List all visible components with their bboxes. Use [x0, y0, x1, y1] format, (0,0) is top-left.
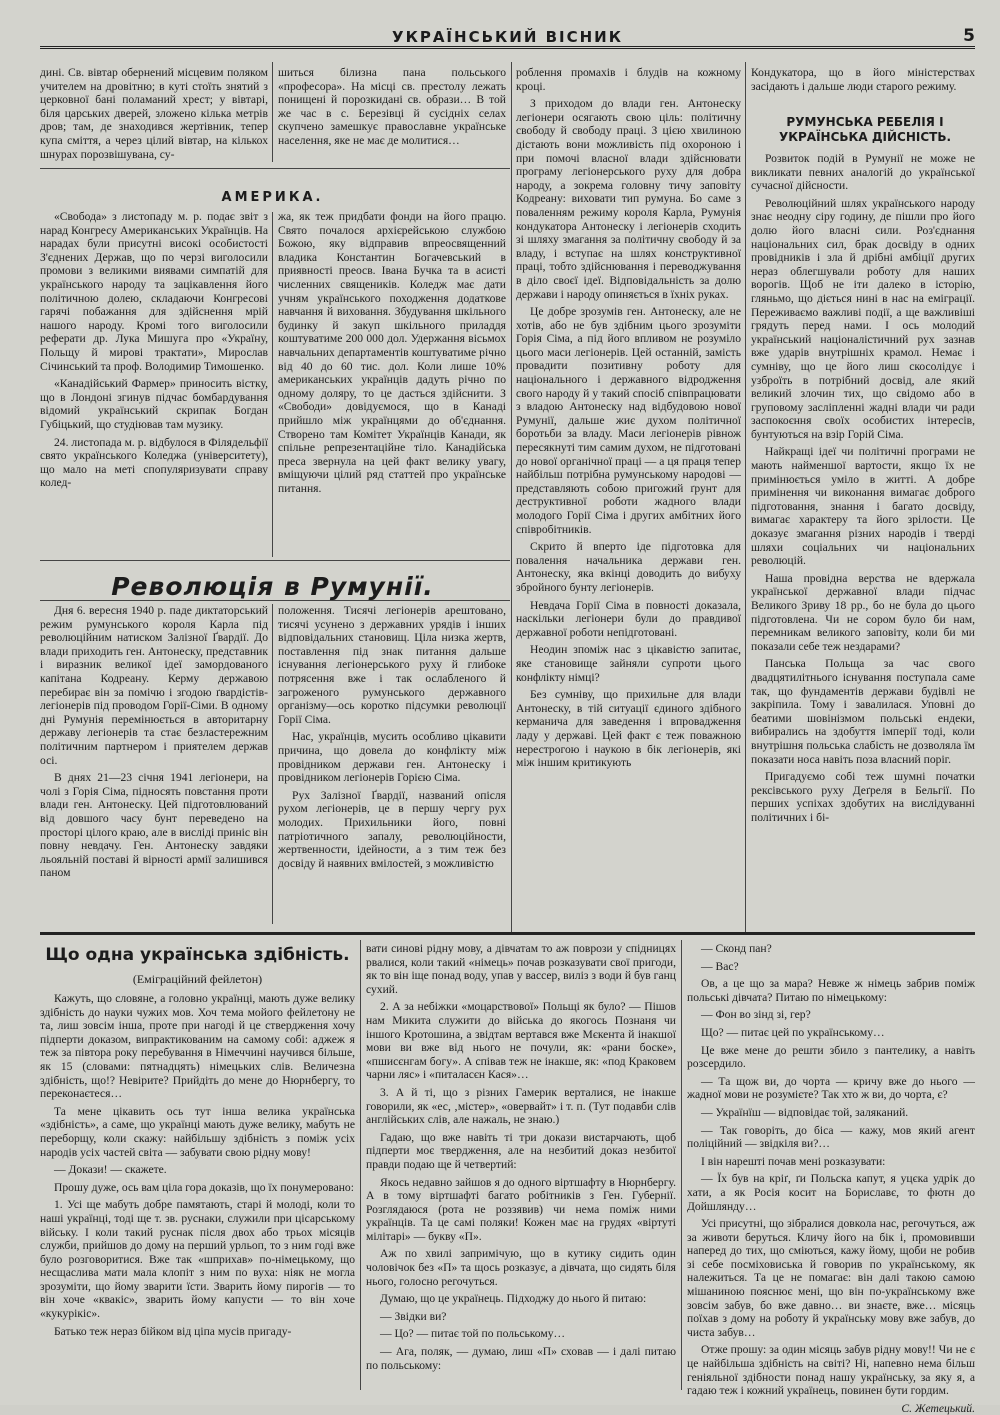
column-rule	[511, 62, 512, 932]
america-heading: АМЕРИКА.	[221, 190, 324, 205]
revolution-col-2: положення. Тисячі легіонерів арештовано, тисячі усунено з державних урядів і інших відповідальних становищ. Ціла низка жертв, поставлення під знак питання дальше існування легіонерського руху й глибоке потрясення вже і так ослабленого й загроженого румунського державного організму—ось коротко підсумки революції Горії Сіма. Нас, українців, мусить особливо цікавити причина, що довела до конфлікту між провідником держави ген. Антонеску і провідником легіонерів Горією Сіма. Рух Залізної Ґвардії, названий опісля рухом легіонерів, це в першу чергу рух молодих. Прихильники його, повні патріотичного запалу, революційности, жертвенности, ідейности, а з тим теж без досвіду й наявних вмілостей, з можливістю	[278, 604, 506, 870]
feuilleton-heading: Що одна українська здібність.	[45, 945, 350, 965]
column-rule	[745, 62, 746, 932]
top-col-3: роблення промахів і блудів на кожному кроці. З приходом до влади ген. Антонеску легіонери осягають свою ціль: політичну свободу й свободу праці. З цією хвилиною дістають вони можливість під охороною і при помочі власної влади здійснювати програму легіонерського руху для добра народу, а зокрема головну тичу заповіту Кодреану: виховати тип румуна. Бо саме з поваленням режиму короля Карла, Румунія кондукатора Антонеску і легіонерів сходить зі шляху змагання за політичну свободу й за владу, і вступає на шлях конструктивної праці, тобто здійснювання і переводжування в діло своєї ідеї. Відповідальність за долю держави і народу опиняється в їхніх руках. Це добре зрозумів ген. Антонеску, але не хотів, або не був здібним цього зрозуміти Горія Сіма, а під його впливом не розуміло цього маси легіонерів. Цей останній, замість провадити позитивну роботу для національного і державного відродження свого народу й у такий спосіб співпрацювати з владою Антонеску над відбудовою нової Румунії, дальше жиє духом політичної боротьби за владу. Маси легіонерів рівнож пересякнуті тим самим духом, не підготовані до нової органічної праці — а ця праця тепер найбільш потрібна румунському народові — представляють собою пригожий ґрунт для деструктивної роботи жадного влади молодого Горії Сіма і других амбітних його співробітників. Скрито й вперто іде підготовка для повалення начальника держави ген. Антонеску, яка вкінці доводить до вибуху збройного бунту легіонерів. Невдача Горії Сіма в повності доказала, наскільки легіонери були до правдивої державної роботи непідготовані. Неодин зпоміж нас з цікавістю запитає, яке становище зайняли супроти цього конфлікту німці? Без сумніву, що прихильне для влади Антонеску, в тій ситуації єдиного здібного керманича для заведення і впровадження ладу у державі. Цей факт є теж поважною нерестрогою і наукою в бік легіонерів, які між іншим критикують	[516, 66, 741, 770]
feuilleton-subtitle: (Еміграційний фейлетон)	[132, 972, 263, 986]
feuilleton-col-3: — Сконд пан? — Вас? Ов, а це що за мара? Невже ж німець забрив поміж польські дівчата? Питаю по німецькому: — Фон во зінд зі, гер? Що? — питає цей по українському… Це вже мене до решти збило з пантелику, а навіть розсердило. — Та щож ви, до чорта — кричу вже до нього — жадної мови не розумієте? Так хто ж ви, до чорта, є? — Українїш — відповідає той, заляканий. — Так говоріть, до біса — кажу, мов який агент поліційний — звідкіля ви?… І він нарешті почав мені розказувати: — Їх був на кріґ, ґи Польска капут, я уцєка удрік до хати, а як Росія косит на Бориславє, то фютн до Дойшлянду… Усі присутні, що зібралися довкола нас, регочуться, аж за животи беруться. Кличу його на бік і, промовивши наперед до тих, що сміються, кажу йому, щоби не робив зі себе посміховиська й говорив по українському, як належиться. Та це не помагає: він далі такою самою мішаниною пояснює мені, що він по-українському вже зовсім забув, бо вже давно… ви знаєте, вже… місяць поїхав з дому на роботу й українську мову вже забув, до чиста забув… Отже прошу: за один місяць забув рідну мову!! Чи не є це найбільша здібність на світі? Ні, напевно нема більш геніяльної здібности понад нашу українську, за яку я, а гадаю теж і кожний українець, повинен бути гордим. С. Жетецький.	[687, 942, 975, 1415]
column-rule	[360, 940, 361, 1390]
feuilleton-rule	[40, 932, 975, 935]
revolution-heading: Революція в Румунії.	[111, 572, 434, 601]
top-col-4-start: Кондукатора, що в його міністерствах засідають і дальше люди старого режиму.	[751, 66, 975, 93]
america-col-1: «Свобода» з листопаду м. р. подає звіт з нарад Конгресу Американських Українців. На нарадах були присутні високі особистості З'єднених Держав, що по черзі виголосили промови з великими виявами симпатій для українського народу та зацікавлення його політичною долею, складаючи Конгресові гарячі побажання для здійснення мрій нашого народу. Кромі того виголосили реферати др. Лука Мишуга про «Україну, Польщу й мирові трактати», Мирослав Січинський та проф. Володимир Тимошенко. «Канадійський Фармер» приносить вістку, що в Лондоні згинув підчас бомбардування відомий український скрипак Богдан Губіцький, що студіював там музику. 24. листопада м. р. відбулося в Філядельфії свято українського Коледжа (університету), що мало на меті спопуляризувати справу колед-	[40, 210, 268, 490]
section-rule	[40, 168, 510, 169]
top-col-4: Розвиток подій в Румунії не може не викликати певних аналогій до української сучасної дійсности. Революційний шлях українського народу знає неодну сіру годину, де пішли про його долю його власні сили. Роз'єднання національних сил, брак досвіду в одних провідників і зла й дрібні амбіції других нераз облегшували роботу для наших ворогів. Щоб не іти далеко в історію, гляньмо, що діється нині в нас на еміграції. Переживаємо важливі події, а ще важливіші грядуть перед нами. І ось молодий український націоналістичний рух зазнав вже ударів внутрішніх крамол. Немає і сумніву, що це його лиш скосолідує і узброїть в потрібний досвід, але який великий злочин тих, що свідомо або в груповому засліпленні жадні влади чи ради заспокоєння своїх особистих інтересів, бунтуються на взір Горій Сіма. Найкращі ідеї чи політичні програми не мають найменшої вартости, якщо їх не примінюється уміло в житті. А добре примінення чи виконання вимагає доброго підготовання, знання і багато досвіду, вимагає характеру та його зрілости. Це доказує змагання різних народів і тверді шляхи соціальних чи національних революцій. Наша провідна верства не вдержала української державної влади підчас Великого Зриву 18 рр., бо не була до цього підготовлена. Чи не сором було би нам, перемникам великого заповіту, коли би ми показали себе теж нездарами? Панська Польща за час свого двадцятилітнього існування поступала саме так, що фундаментів держави будівлі не закріпила. Тому і завалилася. Уповні до беатими шовінізмом польські ендеки, вибирались на здобуття імперії тоді, коли внутрішня польська слабість не дозволяла їм показати носа навіть поза власний поріг. Пригадуємо собі теж шумні початки рексівського руху Деґреля в Бельгії. По перших успіхах здобутих на вислідуванні політичних і бі-	[751, 152, 975, 824]
column-rule	[681, 940, 682, 1390]
feuilleton-col-2: вати синові рідну мову, а дівчатам то аж поврози у спідницях рвалися, коли такий «німець» почав розказувати свої пригоди, як то він іще понад воду, упав у вассер, виліз з води й був ганц сухий. 2. А за небіжки «моцарствової» Польщі як було? — Пішов нам Микита служити до війська до якогось Познаня чи іншого Кротошина, а звідтам вертався вже Мєкента й інакшої мови ви вже від нього не почули, як: «рани боске», «пшисєнгам богу». А співав теж не інакше, як: «под Краковем чарни ляс» і «питаласєн Кася»… 3. А й ті, що з різних Гамерик верталися, не інакше говорили, як «ес, ‚містер», «овервайт» і т. п. (Тут подавби слів англійських слів, але нажаль, не знаю.) Гадаю, що вже навіть ті три докази вистарчають, щоб підперти моє твердження, але на незбитий доказ незбитої правди подаю ще й четвертий: Якось недавно зайшов я до одного віртшафту в Нюрнбергу. А в тому віртшафті багато робітників з Ген. Губернії. Розглядаюся (рота не роззявив) чи нема поміж ними українців. Та це самі поляки! Кожен має на грудях «віртуті мілітарі» — букву «П». Аж по хвилі запримічую, що в кутику сидить один чоловічок без «П» та щось розказує, а дівчата, що сидять біля нього, голосно регочуться. Думаю, що це українець. Підходжу до нього й питаю: — Звідки ви? — Цо? — питає той по польському… — Ага, поляк, — думаю, лиш «П» сховав — і далі питаю по польському:	[366, 942, 676, 1372]
page-header	[40, 28, 975, 46]
page-number: 5	[963, 26, 975, 46]
america-col-2: жа, як теж придбати фонди на його працю. Свято почалося архієрейською службою Божою, яку відправив впреосвященний владика Константин Богачевський в приявності преосв. Івана Бучка та в асисті численних священиків. Коледж має дати учням українського походження додаткове навчання й виховання. Збудування шкільного будинку й закуп шкільного приладдя коштуватиме 200 000 дол. Удержання вісьмох навчальних департаментів коштуватиме річно від 40 до 60 тис. дол. Коли лише 10% американських українців дадуть річно по одному доляру, то це дасться здійснити. З «Свободи» довідуємося, що в Канаді прийшло між українцями до об'єднання. Створено там Комітет Українців Канади, як спільне репрезентаційне тіло. Канадійська преса звернула на цей факт велику увагу, вміщуючи цілий ряд статтей про українське питання.	[278, 210, 506, 495]
header-rule	[40, 46, 975, 49]
column-rule	[272, 212, 273, 557]
section-rule	[40, 600, 510, 601]
romanian-rebellion-heading: РУМУНСЬКА РЕБЕЛІЯ І УКРАЇНСЬКА ДІЙСНІСТЬ.	[778, 115, 952, 144]
section-rule	[40, 560, 510, 561]
column-rule	[272, 604, 273, 924]
feuilleton-col-1: Кажуть, що словяне, а головно українці, мають дуже велику здібність до науки чужих мов. Хоч тема мойого фейлетону не та, лиш зовсім інша, проте при нагоді й це ствердження хочу підперти доказом, випрактикованим на самому собі: аджеж я теж за півтора року перебування в Німеччині научився більше, як 15 (словами: пятнадцять) німецьких слів. Величезна здібність, що!? Невірите? Прийдіть до мене до Нюрнбергу, то переконаєтеся… Та мене цікавить ось тут інша велика українська «здібність», а саме, що українці мають дуже велику, мабуть не переборщу, коли скажу: найбільшу здібність з поміж усіх народів усіх частей світа — забувати свою рідну мову! — Докази! — скажете. Прошу дуже, ось вам ціла гора доказів, що їх понумеровано: 1. Усі ще мабуть добре памятають, старі й молоді, коли то наші українці, тоді ще т. зв. руснаки, служили при цісарському війську. І коли такий руснак після двох або трьох місяців служби, прийшов до дому на перший урльоп, то з ним годі вже було розговоритися. Вже так «шприхав» по-німецькому, що несщаслива мати мала клопіт з ним по вуха: ніяк не могла зрозуміти, що йому зварити їсти. Зварить йому пирогів — то він хоче «квакіс», зварить йому капусти — то він хоче «кукурікіс». Батько теж нераз бійком від ціпа мусів пригаду-	[40, 992, 355, 1338]
top-col-2: шиться білизна пана польського «професора». На місці св. престолу лежать понищені й порозкидані св. образи… В той же час в с. Березівці й сусідніх селах скупчено замешкує православне українське населення, яке не має де молитися…	[278, 66, 506, 147]
column-rule	[272, 62, 273, 162]
signature: С. Жетецький.	[901, 1401, 975, 1415]
revolution-col-1: Дня 6. вересня 1940 р. паде диктаторський режим румунського короля Карла під революційним натиском Залізної Ґвардії. До влади приходить ген. Антонеску, представник і виразник великої ідеї замордованого капітана Кодреану. Керму державою перебирає він за помічю і згодою ґвардістів-легіонерів під проводом Горії-Сіми. В одному дні Румунія перемінюється в авторитарну державу легіонерів та стає безластережним політичним партнером і приятелем держав осі. В днях 21—23 січня 1941 легіонери, на чолі з Горія Сіма, підносять повстання проти влади ген. Антонеску. Цей підготовлюваний від довшого часу бунт переведено на просторі цілого краю, але в висліді приніс він повну невдачу. Ген. Антонеску завдяки льояльній поставі й вірності армії залишився паном	[40, 604, 268, 880]
newspaper-title: УКРАЇНСЬКИЙ ВІСНИК	[392, 28, 623, 46]
top-col-1: дині. Св. вівтар обернений місцевим поляком учителем на дровітню; в куті стоїть знятий з церковної бані поламаний хрест; у вівтарі, біля царських дверей, зложено кілька метрів дров; там, де знаходився жертівник, тепер купа сміття, а через цілий вівтар, на кількох шнурах порозвішувана, су-	[40, 66, 268, 161]
